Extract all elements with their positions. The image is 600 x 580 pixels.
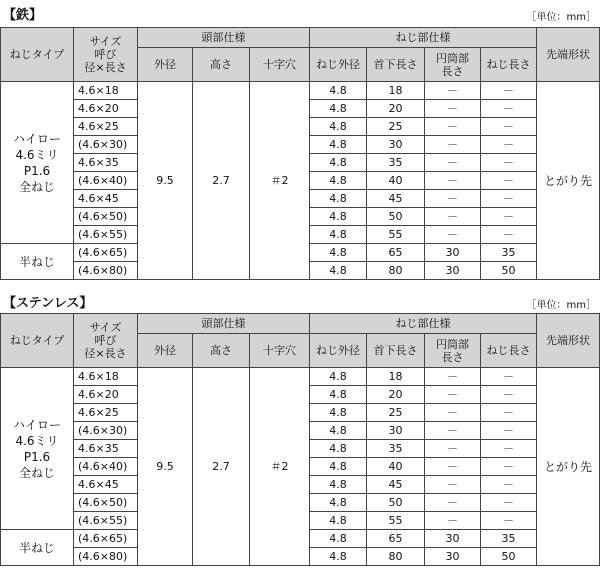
header-height: 高さ <box>193 48 250 82</box>
size-cell: (4.6×50) <box>74 494 138 512</box>
cyl-len-cell: 30 <box>425 262 481 280</box>
size-cell: (4.6×65) <box>74 244 138 262</box>
cyl-len-cell: － <box>425 422 481 440</box>
size-cell: (4.6×30) <box>74 136 138 154</box>
thread-len-cell: － <box>481 494 537 512</box>
size-cell: 4.6×35 <box>74 154 138 172</box>
under-head-cell: 25 <box>367 118 425 136</box>
size-cell: 4.6×45 <box>74 476 138 494</box>
thread-dia-cell: 4.8 <box>310 404 367 422</box>
header-thread-dia: ねじ外径 <box>310 48 367 82</box>
spec-table <box>0 313 600 566</box>
under-head-cell: 45 <box>367 190 425 208</box>
thread-dia-cell: 4.8 <box>310 154 367 172</box>
under-head-cell: 50 <box>367 494 425 512</box>
thread-len-cell: － <box>481 136 537 154</box>
thread-len-cell: － <box>481 368 537 386</box>
data-rows <box>1 368 600 566</box>
cyl-len-cell: － <box>425 494 481 512</box>
cyl-len-cell: － <box>425 440 481 458</box>
cyl-len-cell: － <box>425 476 481 494</box>
thread-len-cell: － <box>481 404 537 422</box>
cyl-len-cell: － <box>425 118 481 136</box>
under-head-cell: 55 <box>367 226 425 244</box>
under-head-cell: 65 <box>367 530 425 548</box>
section-title: 【鉄】 <box>3 8 43 23</box>
thread-dia-cell: 4.8 <box>310 172 367 190</box>
size-cell: 4.6×18 <box>74 82 138 100</box>
cyl-len-cell: － <box>425 190 481 208</box>
thread-dia-cell: 4.8 <box>310 208 367 226</box>
cyl-len-cell: － <box>425 368 481 386</box>
thread-dia-cell: 4.8 <box>310 458 367 476</box>
under-head-cell: 50 <box>367 208 425 226</box>
thread-len-cell: － <box>481 154 537 172</box>
size-cell: (4.6×50) <box>74 208 138 226</box>
cyl-len-cell: － <box>425 154 481 172</box>
header-height: 高さ <box>193 334 250 368</box>
thread-dia-cell: 4.8 <box>310 548 367 566</box>
thread-dia-cell: 4.8 <box>310 100 367 118</box>
under-head-cell: 80 <box>367 262 425 280</box>
unit-label: ［単位：mm］ <box>526 12 596 23</box>
group-half-thread: 半ねじ <box>1 530 74 566</box>
under-head-cell: 55 <box>367 512 425 530</box>
header-under-head: 首下長さ <box>367 48 425 82</box>
thread-dia-cell: 4.8 <box>310 476 367 494</box>
cyl-len-cell: － <box>425 172 481 190</box>
header-cyl: 円筒部 長さ <box>425 48 481 82</box>
thread-dia-cell: 4.8 <box>310 422 367 440</box>
under-head-cell: 35 <box>367 440 425 458</box>
tip-shape: とがり先 <box>537 82 600 280</box>
header-thread-len: ねじ長さ <box>481 334 537 368</box>
thread-len-cell: － <box>481 172 537 190</box>
thread-len-cell: 35 <box>481 244 537 262</box>
head-cross: ＃2 <box>250 368 310 566</box>
thread-len-cell: － <box>481 118 537 136</box>
under-head-cell: 40 <box>367 458 425 476</box>
size-cell: 4.6×18 <box>74 368 138 386</box>
thread-dia-cell: 4.8 <box>310 226 367 244</box>
size-cell: (4.6×40) <box>74 172 138 190</box>
header-size: サイズ 呼び 径×長さ <box>74 28 138 82</box>
thread-dia-cell: 4.8 <box>310 440 367 458</box>
header-cyl: 円筒部 長さ <box>425 334 481 368</box>
under-head-cell: 20 <box>367 386 425 404</box>
under-head-cell: 40 <box>367 172 425 190</box>
table-row <box>1 82 600 100</box>
header-head-spec: 頭部仕様 <box>138 28 310 48</box>
cyl-len-cell: － <box>425 100 481 118</box>
thread-len-cell: － <box>481 458 537 476</box>
cyl-len-cell: 30 <box>425 548 481 566</box>
header-tip: 先端形状 <box>537 314 600 368</box>
thread-len-cell: － <box>481 512 537 530</box>
header-tip: 先端形状 <box>537 28 600 82</box>
cyl-len-cell: － <box>425 512 481 530</box>
thread-dia-cell: 4.8 <box>310 368 367 386</box>
under-head-cell: 30 <box>367 136 425 154</box>
group-full-thread: ハイロー 4.6ミリ P1.6 全ねじ <box>1 368 74 530</box>
cyl-len-cell: － <box>425 404 481 422</box>
thread-dia-cell: 4.8 <box>310 262 367 280</box>
cyl-len-cell: － <box>425 208 481 226</box>
head-height: 2.7 <box>193 368 250 566</box>
head-cross: ＃2 <box>250 82 310 280</box>
size-cell: (4.6×40) <box>74 458 138 476</box>
table-row <box>1 368 600 386</box>
cyl-len-cell: － <box>425 136 481 154</box>
size-cell: 4.6×25 <box>74 118 138 136</box>
under-head-cell: 18 <box>367 82 425 100</box>
size-cell: 4.6×45 <box>74 190 138 208</box>
header-type: ねじタイプ <box>1 28 74 82</box>
thread-len-cell: － <box>481 208 537 226</box>
thread-dia-cell: 4.8 <box>310 190 367 208</box>
thread-len-cell: 50 <box>481 262 537 280</box>
thread-dia-cell: 4.8 <box>310 386 367 404</box>
cyl-len-cell: 30 <box>425 244 481 262</box>
cyl-len-cell: － <box>425 458 481 476</box>
thread-dia-cell: 4.8 <box>310 82 367 100</box>
cyl-len-cell: 30 <box>425 530 481 548</box>
under-head-cell: 35 <box>367 154 425 172</box>
thread-dia-cell: 4.8 <box>310 244 367 262</box>
thread-len-cell: － <box>481 82 537 100</box>
size-cell: (4.6×55) <box>74 226 138 244</box>
unit-label: ［単位：mm］ <box>526 300 596 311</box>
header-thread-spec: ねじ部仕様 <box>310 314 537 334</box>
spec-table <box>0 27 600 280</box>
thread-len-cell: 50 <box>481 548 537 566</box>
thread-len-cell: － <box>481 386 537 404</box>
thread-len-cell: － <box>481 100 537 118</box>
stainless-section <box>0 290 600 580</box>
thread-len-cell: 35 <box>481 530 537 548</box>
size-cell: 4.6×20 <box>74 100 138 118</box>
cyl-len-cell: － <box>425 226 481 244</box>
thread-dia-cell: 4.8 <box>310 530 367 548</box>
tip-shape: とがり先 <box>537 368 600 566</box>
header-head-spec: 頭部仕様 <box>138 314 310 334</box>
header-outer-dia: 外径 <box>138 334 193 368</box>
header-outer-dia: 外径 <box>138 48 193 82</box>
group-full-thread: ハイロー 4.6ミリ P1.6 全ねじ <box>1 82 74 244</box>
thread-len-cell: － <box>481 226 537 244</box>
header-cross: 十字穴 <box>250 334 310 368</box>
size-cell: 4.6×25 <box>74 404 138 422</box>
thread-dia-cell: 4.8 <box>310 118 367 136</box>
header-type: ねじタイプ <box>1 314 74 368</box>
section-title: 【ステンレス】 <box>3 296 93 311</box>
cyl-len-cell: － <box>425 82 481 100</box>
header-thread-spec: ねじ部仕様 <box>310 28 537 48</box>
under-head-cell: 80 <box>367 548 425 566</box>
size-cell: (4.6×80) <box>74 548 138 566</box>
size-cell: (4.6×30) <box>74 422 138 440</box>
header-thread-dia: ねじ外径 <box>310 334 367 368</box>
thread-len-cell: － <box>481 422 537 440</box>
thread-len-cell: － <box>481 440 537 458</box>
size-cell: (4.6×65) <box>74 530 138 548</box>
thread-len-cell: － <box>481 476 537 494</box>
header-thread-len: ねじ長さ <box>481 48 537 82</box>
thread-dia-cell: 4.8 <box>310 512 367 530</box>
head-height: 2.7 <box>193 82 250 280</box>
header-cross: 十字穴 <box>250 48 310 82</box>
size-cell: (4.6×80) <box>74 262 138 280</box>
under-head-cell: 65 <box>367 244 425 262</box>
group-half-thread: 半ねじ <box>1 244 74 280</box>
under-head-cell: 18 <box>367 368 425 386</box>
size-cell: (4.6×55) <box>74 512 138 530</box>
under-head-cell: 20 <box>367 100 425 118</box>
under-head-cell: 45 <box>367 476 425 494</box>
size-cell: 4.6×20 <box>74 386 138 404</box>
data-rows <box>1 82 600 280</box>
size-cell: 4.6×35 <box>74 440 138 458</box>
header-under-head: 首下長さ <box>367 334 425 368</box>
under-head-cell: 30 <box>367 422 425 440</box>
cyl-len-cell: － <box>425 386 481 404</box>
header-size: サイズ 呼び 径×長さ <box>74 314 138 368</box>
thread-dia-cell: 4.8 <box>310 494 367 512</box>
thread-dia-cell: 4.8 <box>310 136 367 154</box>
head-outer-dia: 9.5 <box>138 368 193 566</box>
under-head-cell: 25 <box>367 404 425 422</box>
thread-len-cell: － <box>481 190 537 208</box>
head-outer-dia: 9.5 <box>138 82 193 280</box>
